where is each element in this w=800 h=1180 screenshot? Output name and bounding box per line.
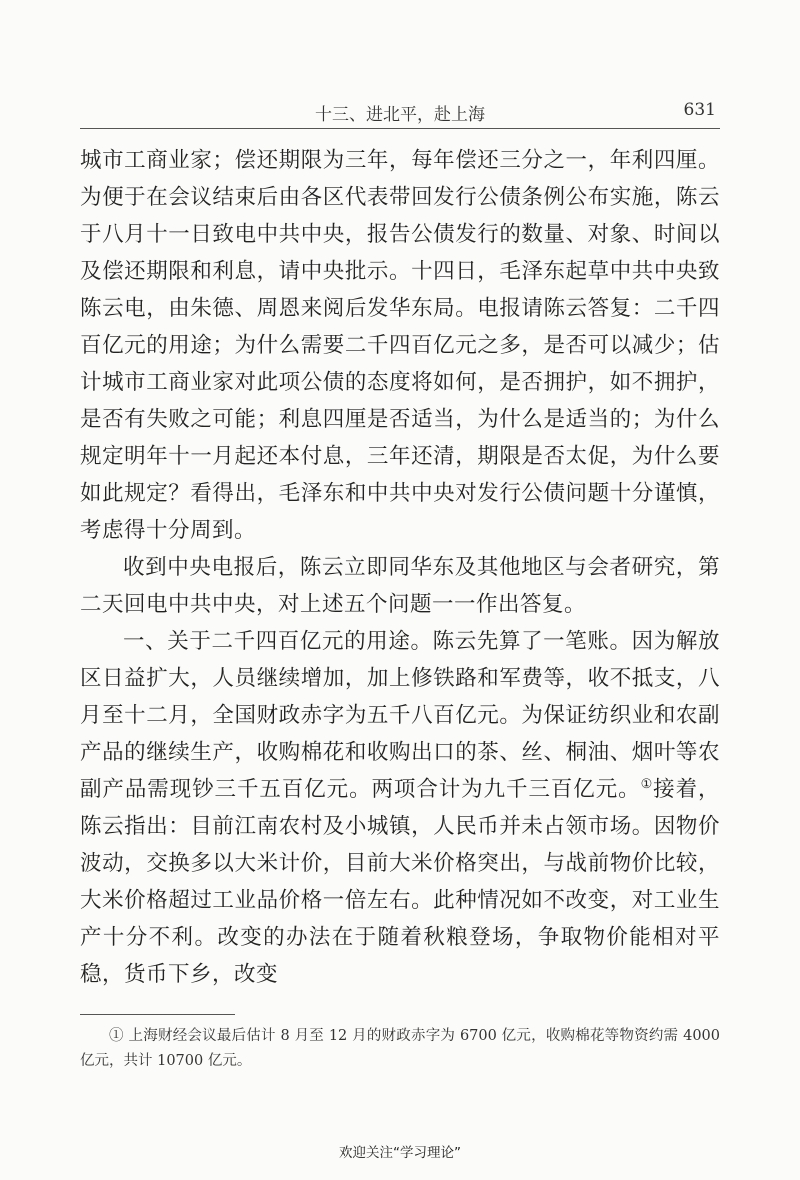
footnote: ① 上海财经会议最后估计 8 月至 12 月的财政赤字为 6700 亿元，收购棉花等物资约需 4000 亿元，共计 10700 亿元。 xyxy=(80,1028,720,1069)
paragraph-2: 收到中央电报后，陈云立即同华东及其他地区与会者研究，第二天回电中共中央，对上述五个问题一一作出答复。 xyxy=(80,555,720,617)
watermark-caption: 欢迎关注“学习理论” xyxy=(339,1145,461,1161)
running-header xyxy=(80,98,720,126)
paragraph-3 xyxy=(80,623,720,993)
main-text xyxy=(80,142,720,993)
paragraph-3-text-a: 一、关于二千四百亿元的用途。陈云先算了一笔账。因为解放区日益扩大，人员继续增加，加上修铁路和军费等，收不抵支，八月至十二月，全国财政赤字为五千八百亿元。为保证纺织业和农副产品的继续生产，收购棉花和收购出口的茶、丝、桐油、烟叶等农副产品需现钞三千五百亿元。两项合计为九千三百亿元。 xyxy=(80,629,720,802)
footnote-divider xyxy=(80,1014,235,1015)
paragraph-1: 城市工商业家；偿还期限为三年，每年偿还三分之一，年利四厘。为便于在会议结束后由各区代表带回发行公债条例公布实施，陈云于八月十一日致电中共中央，报告公债发行的数量、对象、时间以及偿还期限和利息，请中央批示。十四日，毛泽东起草中共中央致陈云电，由朱德、周恩来阅后发华东局。电报请陈云答复：二千四百亿元的用途；为什么需要二千四百亿元之多，是否可以减少；估计城市工商业家对此项公债的态度将如何，是否拥护，如不拥护，是否有失败之可能；利息四厘是否适当，为什么是适当的；为什么规定明年十一月起还本付息，三年还清，期限是否太促，为什么要如此规定？看得出，毛泽东和中共中央对发行公债问题十分谨慎，考虑得十分周到。 xyxy=(80,148,720,543)
paragraph-3-text-b: 接着，陈云指出：目前江南农村及小城镇，人民币并未占领市场。因物价波动，交换多以大米计价，目前大米价格突出，与战前物价比较，大米价格超过工业品价格一倍左右。此种情况如不改变，对工业生产十分不利。改变的办法在于随着秋粮登场，争取物价能相对平稳，货币下乡，改变 xyxy=(80,777,720,987)
header-divider xyxy=(80,128,720,129)
page-number: 631 xyxy=(683,100,716,120)
footnote-reference: ① xyxy=(640,776,654,792)
chapter-title: 十三、进北平，赴上海 xyxy=(315,105,485,125)
